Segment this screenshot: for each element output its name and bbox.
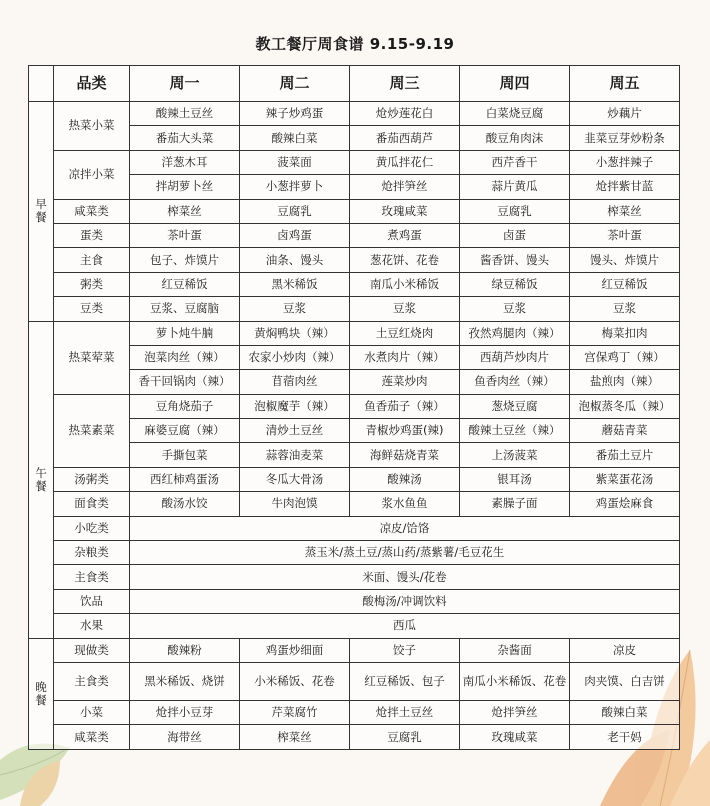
- table-row: [29, 102, 680, 126]
- dish-cell: 鱼香肉丝（辣）: [460, 370, 570, 394]
- category-cell: 汤粥类: [54, 467, 130, 491]
- dish-cell: 西红柿鸡蛋汤: [130, 467, 240, 491]
- weekly-dish-cell: 米面、馒头/花卷: [130, 565, 680, 589]
- dish-cell: 凉皮: [570, 638, 680, 662]
- dish-cell: 白菜烧豆腐: [460, 102, 570, 126]
- table-row: [29, 248, 680, 272]
- table-row: [29, 725, 680, 749]
- dish-cell: 麻婆豆腐（辣）: [130, 419, 240, 443]
- dish-cell: 红豆稀饭: [570, 272, 680, 296]
- category-cell: 小吃类: [54, 516, 130, 540]
- dish-cell: 孜然鸡腿肉（辣）: [460, 321, 570, 345]
- dish-cell: 榨菜丝: [240, 725, 350, 749]
- category-cell: 蛋类: [54, 223, 130, 247]
- dish-cell: 南瓜小米稀饭、花卷: [460, 662, 570, 700]
- dish-cell: 菠菜面: [240, 150, 350, 174]
- dish-cell: 肉夹馍、白吉饼: [570, 662, 680, 700]
- dish-cell: 酸辣粉: [130, 638, 240, 662]
- dish-cell: 黑米稀饭、烧饼: [130, 662, 240, 700]
- dish-cell: 海鲜菇烧青菜: [350, 443, 460, 467]
- category-cell: 热菜荤菜: [54, 321, 130, 394]
- table-row: [29, 150, 680, 174]
- table-row: [29, 321, 680, 345]
- dish-cell: 鱼香茄子（辣）: [350, 394, 460, 418]
- dish-cell: 酸豆角肉沫: [460, 126, 570, 150]
- category-header: 品类: [54, 66, 130, 102]
- dish-cell: 酸辣白菜: [240, 126, 350, 150]
- dish-cell: 卤蛋: [460, 223, 570, 247]
- dish-cell: 紫菜蛋花汤: [570, 467, 680, 491]
- dish-cell: 炝炒莲花白: [350, 102, 460, 126]
- dish-cell: 酸辣土豆丝（辣）: [460, 419, 570, 443]
- dish-cell: 上汤菠菜: [460, 443, 570, 467]
- dish-cell: 葱花饼、花卷: [350, 248, 460, 272]
- dish-cell: 包子、炸馍片: [130, 248, 240, 272]
- dish-cell: 番茄西葫芦: [350, 126, 460, 150]
- table-row: [29, 272, 680, 296]
- table-row: [29, 492, 680, 516]
- table-row: [29, 223, 680, 247]
- dish-cell: 豆浆: [460, 297, 570, 321]
- dish-cell: 豆腐乳: [240, 199, 350, 223]
- category-cell: 主食类: [54, 662, 130, 700]
- dish-cell: 酸辣土豆丝: [130, 102, 240, 126]
- dish-cell: 茶叶蛋: [570, 223, 680, 247]
- dish-cell: 炝拌笋丝: [350, 175, 460, 199]
- dish-cell: 小米稀饭、花卷: [240, 662, 350, 700]
- dish-cell: 蒜片黄瓜: [460, 175, 570, 199]
- category-cell: 粥类: [54, 272, 130, 296]
- dish-cell: 泡椒魔芋（辣）: [240, 394, 350, 418]
- dish-cell: 榨菜丝: [570, 199, 680, 223]
- category-cell: 杂粮类: [54, 541, 130, 565]
- category-cell: 面食类: [54, 492, 130, 516]
- dish-cell: 杂酱面: [460, 638, 570, 662]
- dish-cell: 西芹香干: [460, 150, 570, 174]
- dish-cell: 莲菜炒肉: [350, 370, 460, 394]
- table-row: [29, 662, 680, 700]
- category-cell: 小菜: [54, 700, 130, 724]
- category-cell: 水果: [54, 614, 130, 638]
- dish-cell: 酱香饼、馒头: [460, 248, 570, 272]
- dish-cell: 拌胡萝卜丝: [130, 175, 240, 199]
- table-row: [29, 541, 680, 565]
- meal-label: 晚 餐: [29, 638, 54, 749]
- dish-cell: 苜蓿肉丝: [240, 370, 350, 394]
- dish-cell: 饺子: [350, 638, 460, 662]
- dish-cell: 榨菜丝: [130, 199, 240, 223]
- category-cell: 凉拌小菜: [54, 150, 130, 199]
- dish-cell: 炒藕片: [570, 102, 680, 126]
- dish-cell: 茶叶蛋: [130, 223, 240, 247]
- category-cell: 主食类: [54, 565, 130, 589]
- day-header: 周一: [130, 66, 240, 102]
- menu-body: [29, 102, 680, 750]
- day-header: 周五: [570, 66, 680, 102]
- dish-cell: 南瓜小米稀饭: [350, 272, 460, 296]
- dish-cell: 小葱拌萝卜: [240, 175, 350, 199]
- dish-cell: 酸辣汤: [350, 467, 460, 491]
- dish-cell: 玫瑰咸菜: [350, 199, 460, 223]
- dish-cell: 香干回锅肉（辣）: [130, 370, 240, 394]
- dish-cell: 蒜蓉油麦菜: [240, 443, 350, 467]
- table-row: [29, 589, 680, 613]
- dish-cell: 玫瑰咸菜: [460, 725, 570, 749]
- dish-cell: 泡菜肉丝（辣）: [130, 345, 240, 369]
- dish-cell: 油条、馒头: [240, 248, 350, 272]
- day-header: 周二: [240, 66, 350, 102]
- dish-cell: 水煮肉片（辣）: [350, 345, 460, 369]
- weekly-dish-cell: 凉皮/饸饹: [130, 516, 680, 540]
- dish-cell: 蘑菇青菜: [570, 419, 680, 443]
- dish-cell: 农家小炒肉（辣）: [240, 345, 350, 369]
- table-row: [29, 700, 680, 724]
- leaf-left-icon: [0, 744, 70, 806]
- dish-cell: 豆浆、豆腐脑: [130, 297, 240, 321]
- table-row: [29, 638, 680, 662]
- table-row: [29, 614, 680, 638]
- dish-cell: 西葫芦炒肉片: [460, 345, 570, 369]
- dish-cell: 银耳汤: [460, 467, 570, 491]
- dish-cell: 泡椒蒸冬瓜（辣）: [570, 394, 680, 418]
- dish-cell: 洋葱木耳: [130, 150, 240, 174]
- dish-cell: 黄瓜拌花仁: [350, 150, 460, 174]
- dish-cell: 辣子炒鸡蛋: [240, 102, 350, 126]
- dish-cell: 豆浆: [240, 297, 350, 321]
- dish-cell: 红豆稀饭、包子: [350, 662, 460, 700]
- corner-cell: [29, 66, 54, 102]
- category-cell: 主食: [54, 248, 130, 272]
- category-cell: 现做类: [54, 638, 130, 662]
- dish-cell: 番茄大头菜: [130, 126, 240, 150]
- menu-table: [28, 65, 680, 750]
- table-row: [29, 565, 680, 589]
- dish-cell: 鸡蛋炒细面: [240, 638, 350, 662]
- dish-cell: 豆角烧茄子: [130, 394, 240, 418]
- meal-label: 早 餐: [29, 102, 54, 322]
- meal-label: 午 餐: [29, 321, 54, 638]
- dish-cell: 炝拌笋丝: [460, 700, 570, 724]
- dish-cell: 酸汤水饺: [130, 492, 240, 516]
- dish-cell: 黑米稀饭: [240, 272, 350, 296]
- dish-cell: 炝拌小豆芽: [130, 700, 240, 724]
- category-cell: 咸菜类: [54, 725, 130, 749]
- dish-cell: 豆腐乳: [460, 199, 570, 223]
- weekly-dish-cell: 酸梅汤/冲调饮料: [130, 589, 680, 613]
- dish-cell: 黄焖鸭块（辣）: [240, 321, 350, 345]
- dish-cell: 炝拌土豆丝: [350, 700, 460, 724]
- dish-cell: 韭菜豆芽炒粉条: [570, 126, 680, 150]
- dish-cell: 小葱拌辣子: [570, 150, 680, 174]
- category-cell: 咸菜类: [54, 199, 130, 223]
- table-row: [29, 394, 680, 418]
- dish-cell: 萝卜炖牛腩: [130, 321, 240, 345]
- dish-cell: 红豆稀饭: [130, 272, 240, 296]
- dish-cell: 青椒炒鸡蛋(辣): [350, 419, 460, 443]
- dish-cell: 清炒土豆丝: [240, 419, 350, 443]
- header-row: [29, 66, 680, 102]
- table-row: [29, 467, 680, 491]
- dish-cell: 豆浆: [350, 297, 460, 321]
- dish-cell: 煮鸡蛋: [350, 223, 460, 247]
- dish-cell: 浆水鱼鱼: [350, 492, 460, 516]
- dish-cell: 豆腐乳: [350, 725, 460, 749]
- dish-cell: 牛肉泡馍: [240, 492, 350, 516]
- dish-cell: 卤鸡蛋: [240, 223, 350, 247]
- dish-cell: 葱烧豆腐: [460, 394, 570, 418]
- page-title: 教工餐厅周食谱 9.15-9.19: [255, 35, 455, 53]
- dish-cell: 冬瓜大骨汤: [240, 467, 350, 491]
- dish-cell: 绿豆稀饭: [460, 272, 570, 296]
- dish-cell: 老干妈: [570, 725, 680, 749]
- dish-cell: 番茄土豆片: [570, 443, 680, 467]
- table-row: [29, 516, 680, 540]
- day-header: 周三: [350, 66, 460, 102]
- category-cell: 热菜小菜: [54, 102, 130, 151]
- dish-cell: 炝拌紫甘蓝: [570, 175, 680, 199]
- table-row: [29, 297, 680, 321]
- dish-cell: 鸡蛋烩麻食: [570, 492, 680, 516]
- dish-cell: 手撕包菜: [130, 443, 240, 467]
- dish-cell: 土豆红烧肉: [350, 321, 460, 345]
- table-row: [29, 199, 680, 223]
- category-cell: 热菜素菜: [54, 394, 130, 467]
- dish-cell: 海带丝: [130, 725, 240, 749]
- weekly-dish-cell: 蒸玉米/蒸土豆/蒸山药/蒸紫薯/毛豆花生: [130, 541, 680, 565]
- weekly-dish-cell: 西瓜: [130, 614, 680, 638]
- day-header: 周四: [460, 66, 570, 102]
- dish-cell: 梅菜扣肉: [570, 321, 680, 345]
- dish-cell: 宫保鸡丁（辣）: [570, 345, 680, 369]
- dish-cell: 芹菜腐竹: [240, 700, 350, 724]
- dish-cell: 豆浆: [570, 297, 680, 321]
- dish-cell: 馒头、炸馍片: [570, 248, 680, 272]
- dish-cell: 素臊子面: [460, 492, 570, 516]
- category-cell: 饮品: [54, 589, 130, 613]
- dish-cell: 酸辣白菜: [570, 700, 680, 724]
- dish-cell: 盐煎肉（辣）: [570, 370, 680, 394]
- category-cell: 豆类: [54, 297, 130, 321]
